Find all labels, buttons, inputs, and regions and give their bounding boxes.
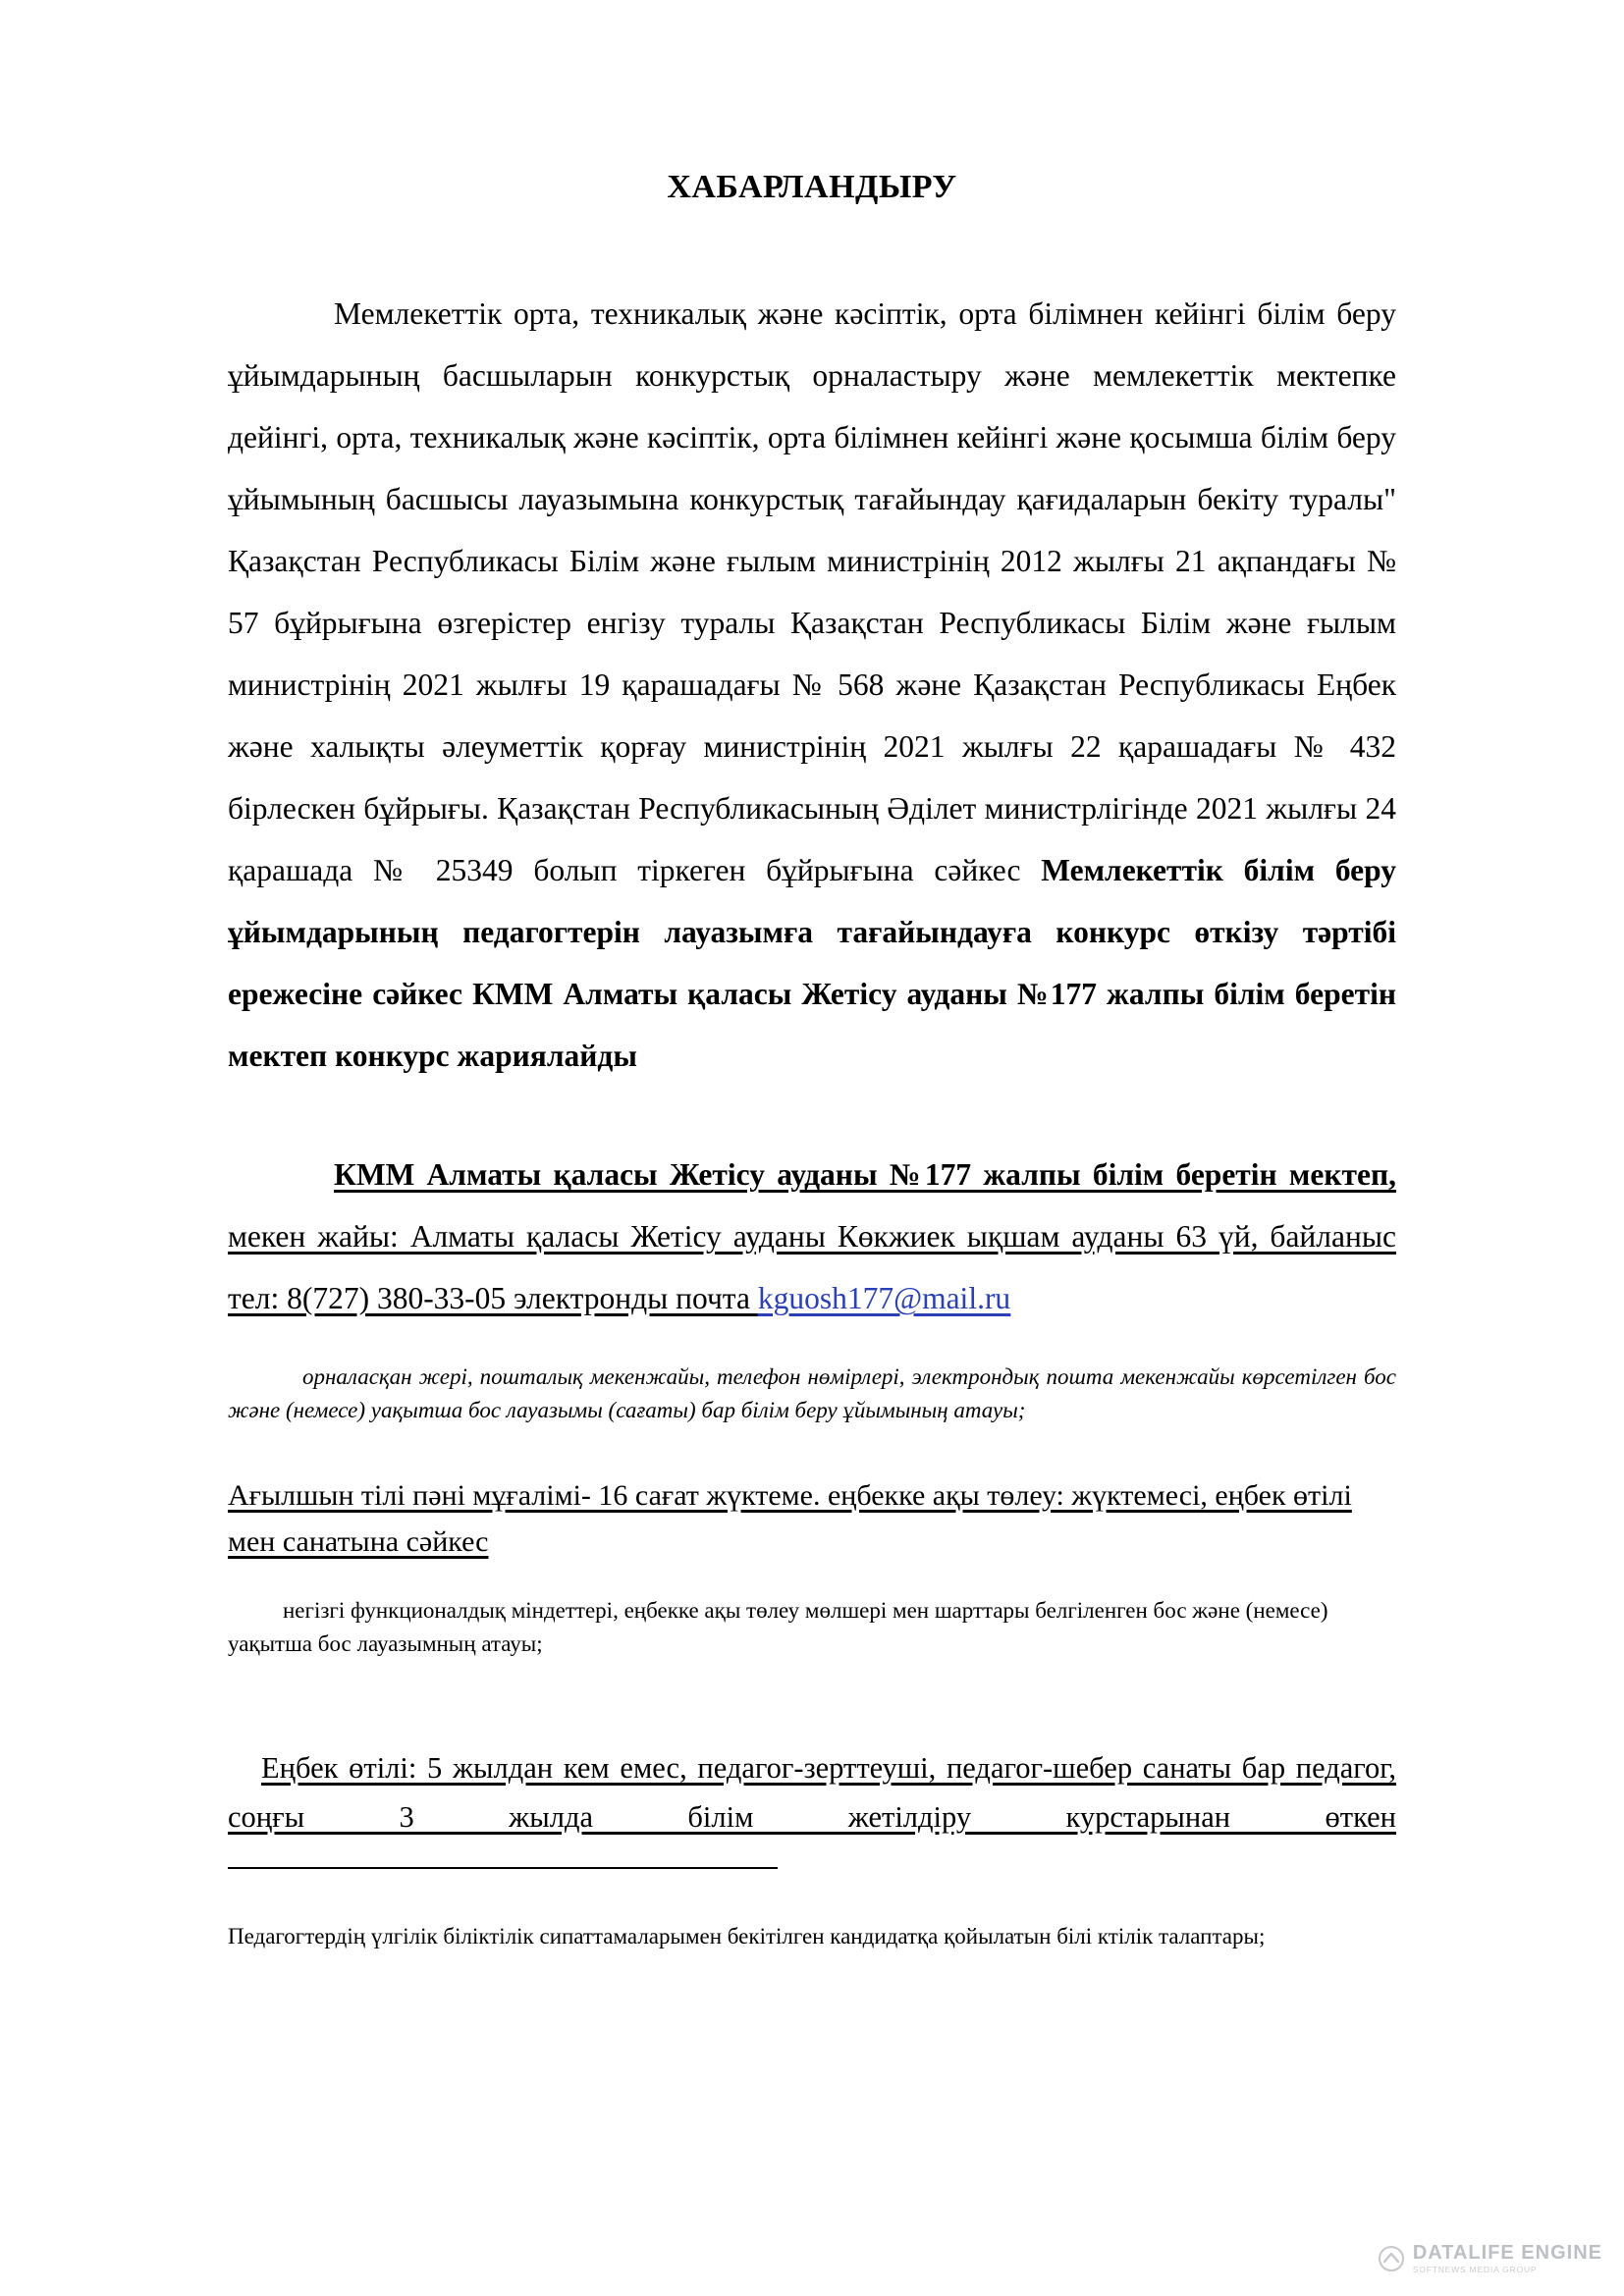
caption-organization-info: орналасқан жері, пошталық мекенжайы, телефон нөмірлері, электрондық пошта мекенжайы көрсетілген бос және (немесе) уақытша бос лауазымы (сағаты) бар білім беру ұйымының атауы;: [228, 1363, 1396, 1422]
school-address-run: мекен жайы: Алматы қаласы Жетісу ауданы Көкжиек ықшам ауданы 63 үй, байланыс тел: 8(727) 380-33-05 электронды почта: [228, 1219, 1396, 1315]
main-body-paragraph: [228, 283, 1396, 1087]
body-bold-run: Мемлекеттік білім беру ұйымдарының педагогтерін лауазымға тағайындауға конкурс өткізу тәртібі ережесіне сәйкес КММ Алматы қаласы Жетісу ауданы №177 жалпы білім беретін мектеп конкурс жариялайды: [228, 853, 1396, 1073]
document-content: [228, 0, 1396, 1976]
page-title: ХАБАРЛАНДЫРУ: [667, 169, 957, 205]
school-name-run: КММ Алматы қаласы Жетісу ауданы №177 жалпы білім беретін мектеп,: [334, 1157, 1396, 1192]
fill-in-rule: [228, 1867, 778, 1869]
body-normal-run: Мемлекеттік орта, техникалық және кәсіптік, орта білімнен кейінгі білім беру ұйымдарының басшыларын конкурстық орналастыру және мемлекеттік мектепке дейінгі, орта, техникалық және кәсіптік, орта білімнен кейінгі және қосымша білім беру ұйымының басшысы лауазымына конкурстық тағайындау қағидаларын бекіту туралы" Қазақстан Республикасы Білім және ғылым министрінің 2012 жылғы 21 ақпандағы № 57 бұйрығына өзгерістер енгізу туралы Қазақстан Республикасы Білім және ғылым министрінің 2021 жылғы 19 қарашадағы № 568 және Қазақстан Республикасы Еңбек және халықты әлеуметтік қорғау министрінің 2021 жылғы 22 қарашадағы № 432 бірлескен бұйрығы. Қазақстан Республикасының Әділет министрлігінде 2021 жылғы 24 қарашада № 25349 болып тіркеген бұйрығына сәйкес: [228, 296, 1396, 887]
experience-requirements-paragraph: [228, 1743, 1396, 1891]
caption-duties-line-two: (немесе) уақытша бос лауазымның атауы;: [228, 1597, 1328, 1656]
watermark-subtitle: SOFTNEWS MEDIA GROUP: [1412, 2265, 1538, 2275]
caption-qualification-info: Педагогтердің үлгілік біліктілік сипаттамаларымен бекітілген кандидатқа қойылатын білі ктілік талаптары;: [228, 1924, 1266, 1949]
vacancy-position-paragraph: Ағылшын тілі пәні мұғалімі- 16 сағат жүктеме. еңбекке ақы төлеу: жүктемесі, еңбек өтілі мен санатына сәйкес: [228, 1478, 1352, 1558]
watermark-text: [1413, 2243, 1602, 2274]
school-contact-paragraph: [228, 1144, 1396, 1329]
watermark: [1379, 2243, 1602, 2274]
caption-duties-line-one: негізгі функционалдық міндеттері, еңбекке ақы төлеу мөлшері мен шарттары белгіленген бос және: [283, 1597, 1240, 1623]
experience-text-run: Еңбек өтілі: 5 жылдан кем емес, педагог-зерттеуші, педагог-шебер санаты бар педагог, соңғы 3 жылда білім жетілдіру курстарынан өткен: [228, 1750, 1396, 1834]
datalife-logo-icon: [1379, 2246, 1404, 2271]
email-link[interactable]: kguosh177@mail.ru: [757, 1281, 1011, 1315]
watermark-title: DATALIFE ENGINE: [1412, 2242, 1602, 2265]
caption-duties-info: [228, 1594, 1396, 1661]
